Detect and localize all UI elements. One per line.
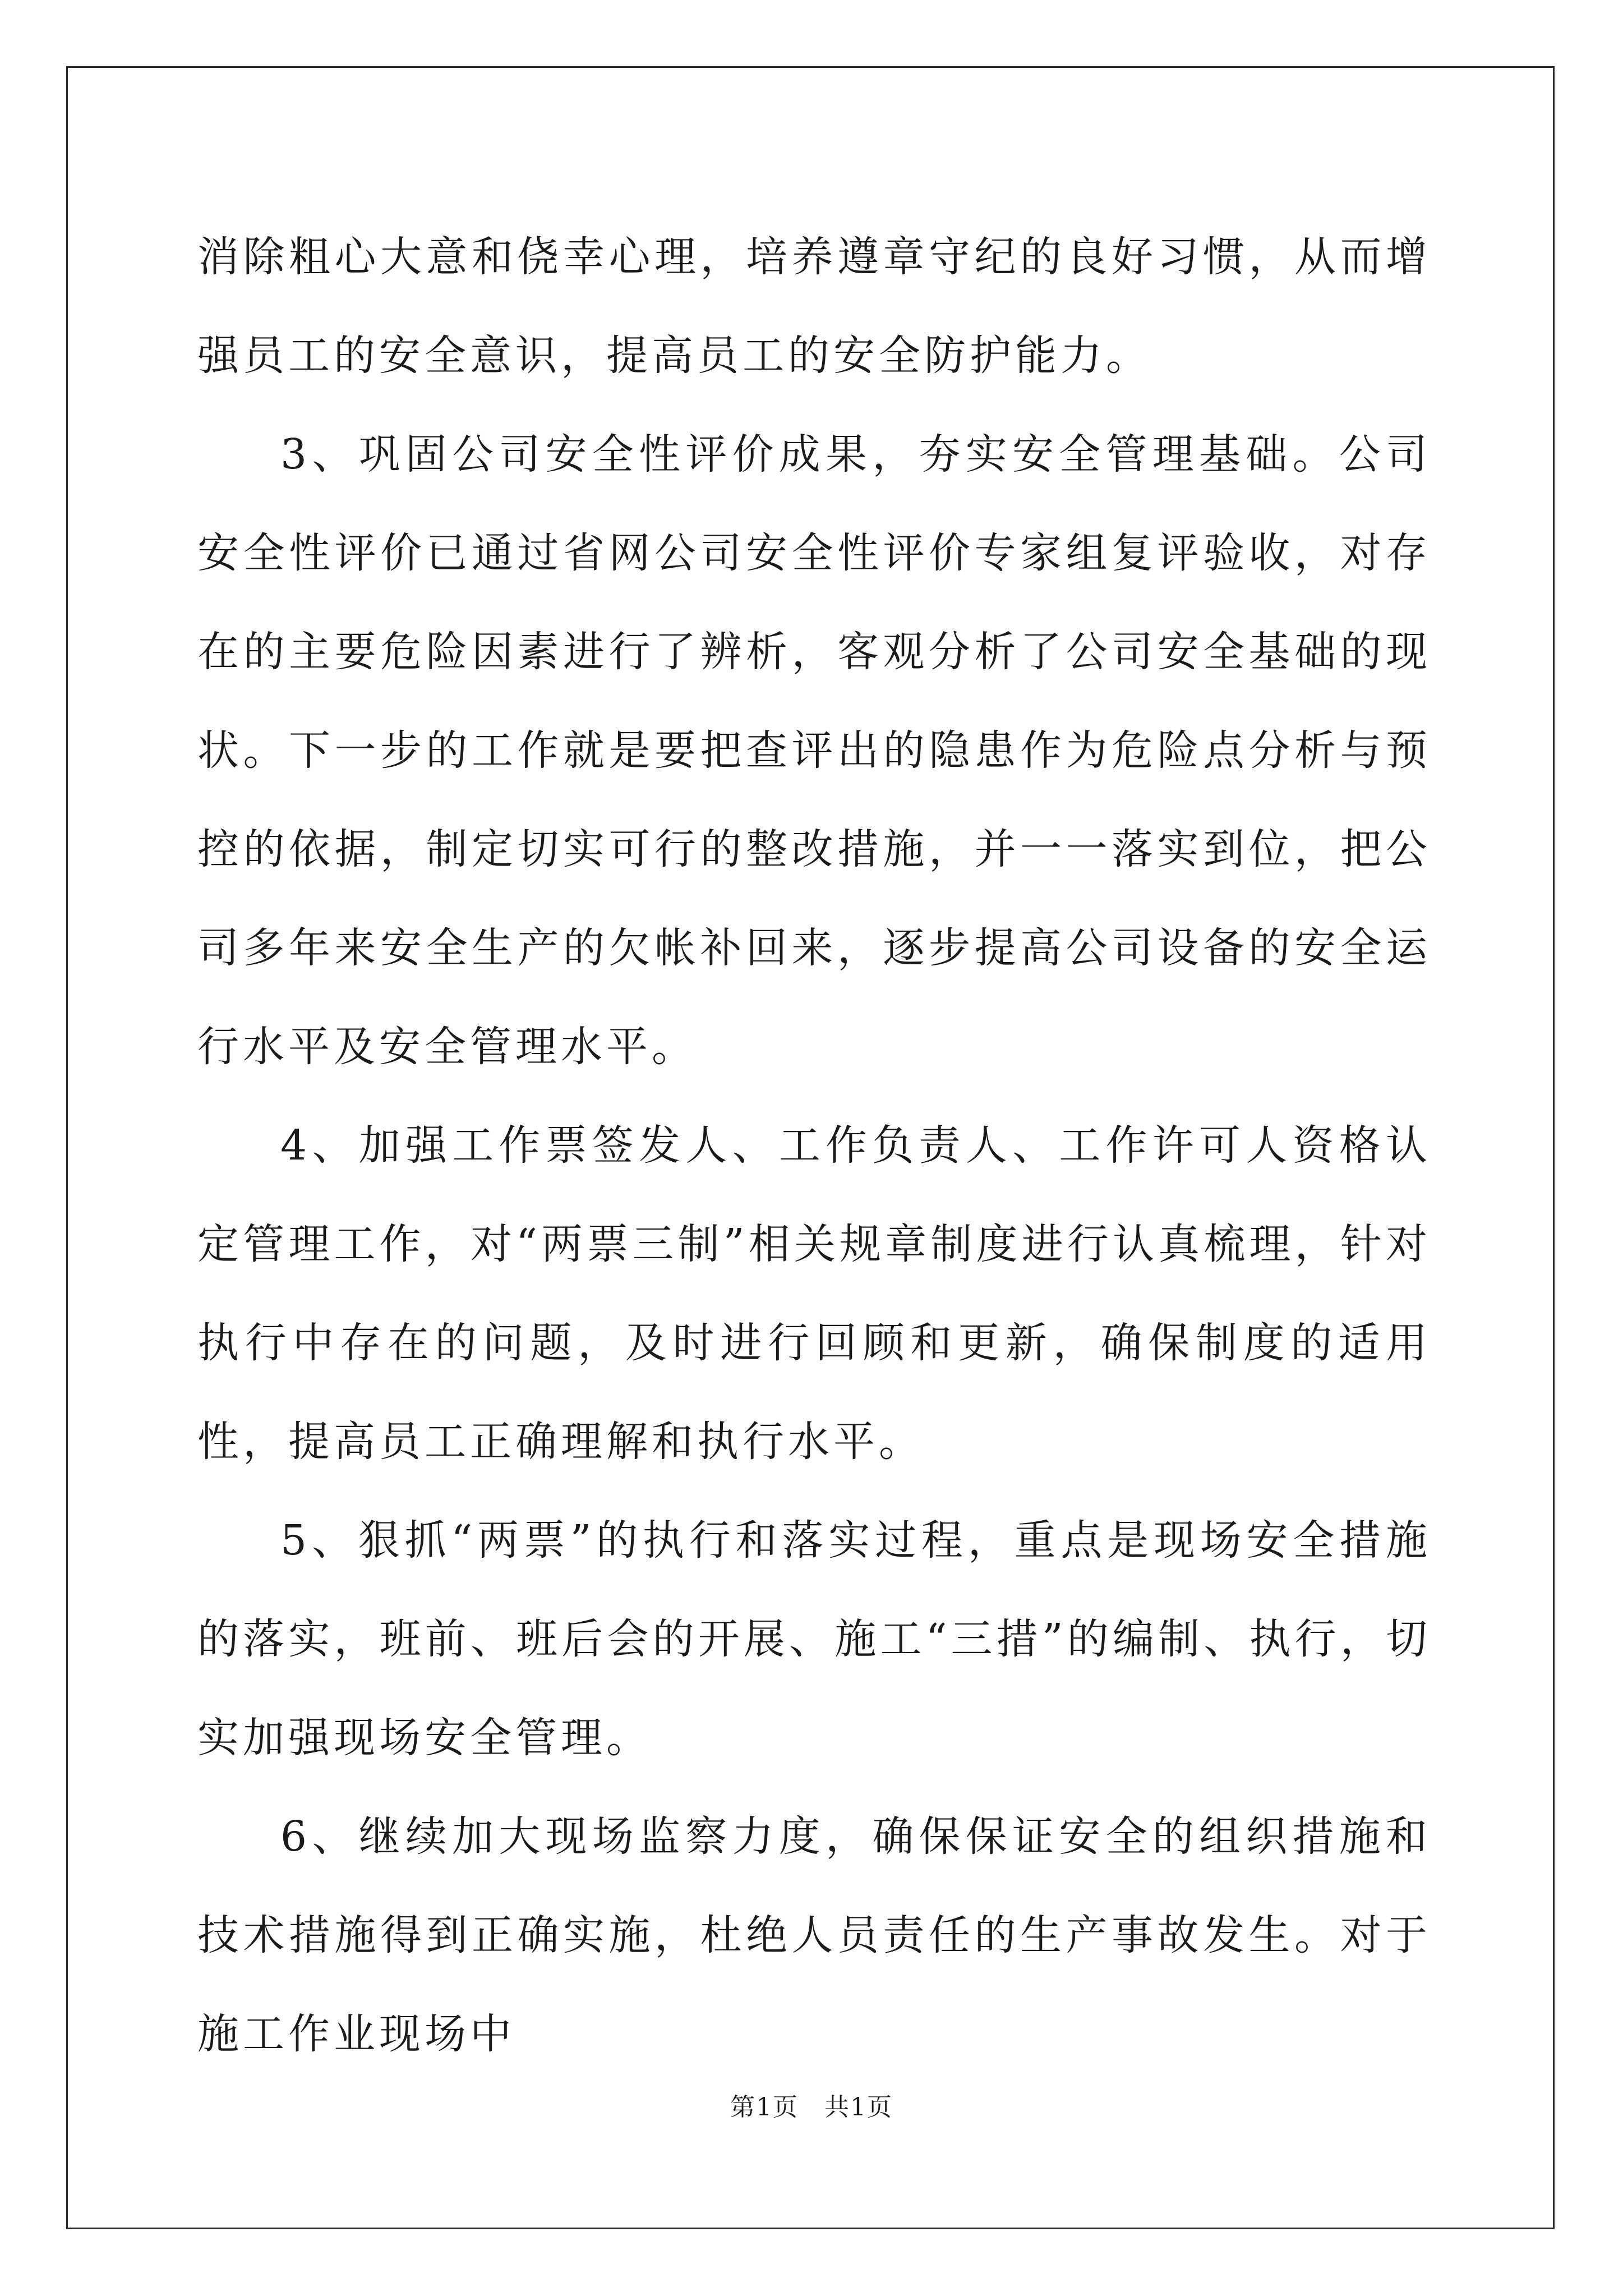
paragraph-item-6: 6、继续加大现场监察力度，确保保证安全的组织措施和技术措施得到正确实施，杜绝人员责任的生产事故发生。对于施工作业现场中 — [197, 1812, 1431, 2058]
page-number-label: 第1页 共1页 — [730, 2093, 893, 2122]
paragraph: 消除粗心大意和侥幸心理，培养遵章守纪的良好习惯，从而增强员工的安全意识，提高员工的安全防护能力。 — [197, 233, 1431, 380]
paragraph-item-5: 5、狠抓“两票”的执行和落实过程，重点是现场安全措施的落实，班前、班后会的开展、施工“三措”的编制、执行，切实加强现场安全管理。 — [197, 1516, 1431, 1762]
paragraph-item-4: 4、加强工作票签发人、工作负责人、工作许可人资格认定管理工作，对“两票三制”相关规章制度进行认真梳理，针对执行中存在的问题，及时进行回顾和更新，确保制度的适用性，提高员工正确理解和执行水平。 — [197, 1121, 1431, 1466]
document-body — [197, 208, 1431, 2083]
page-footer — [0, 2087, 1623, 2123]
paragraph-item-3: 3、巩固公司安全性评价成果，夯实安全管理基础。公司安全性评价已通过省网公司安全性评价专家组复评验收，对存在的主要危险因素进行了辨析，客观分析了公司安全基础的现状。下一步的工作就是要把查评出的隐患作为危险点分析与预控的依据，制定切实可行的整改措施，并一一落实到位，把公司多年来安全生产的欠帐补回来，逐步提高公司设备的安全运行水平及安全管理水平。 — [197, 430, 1431, 1071]
